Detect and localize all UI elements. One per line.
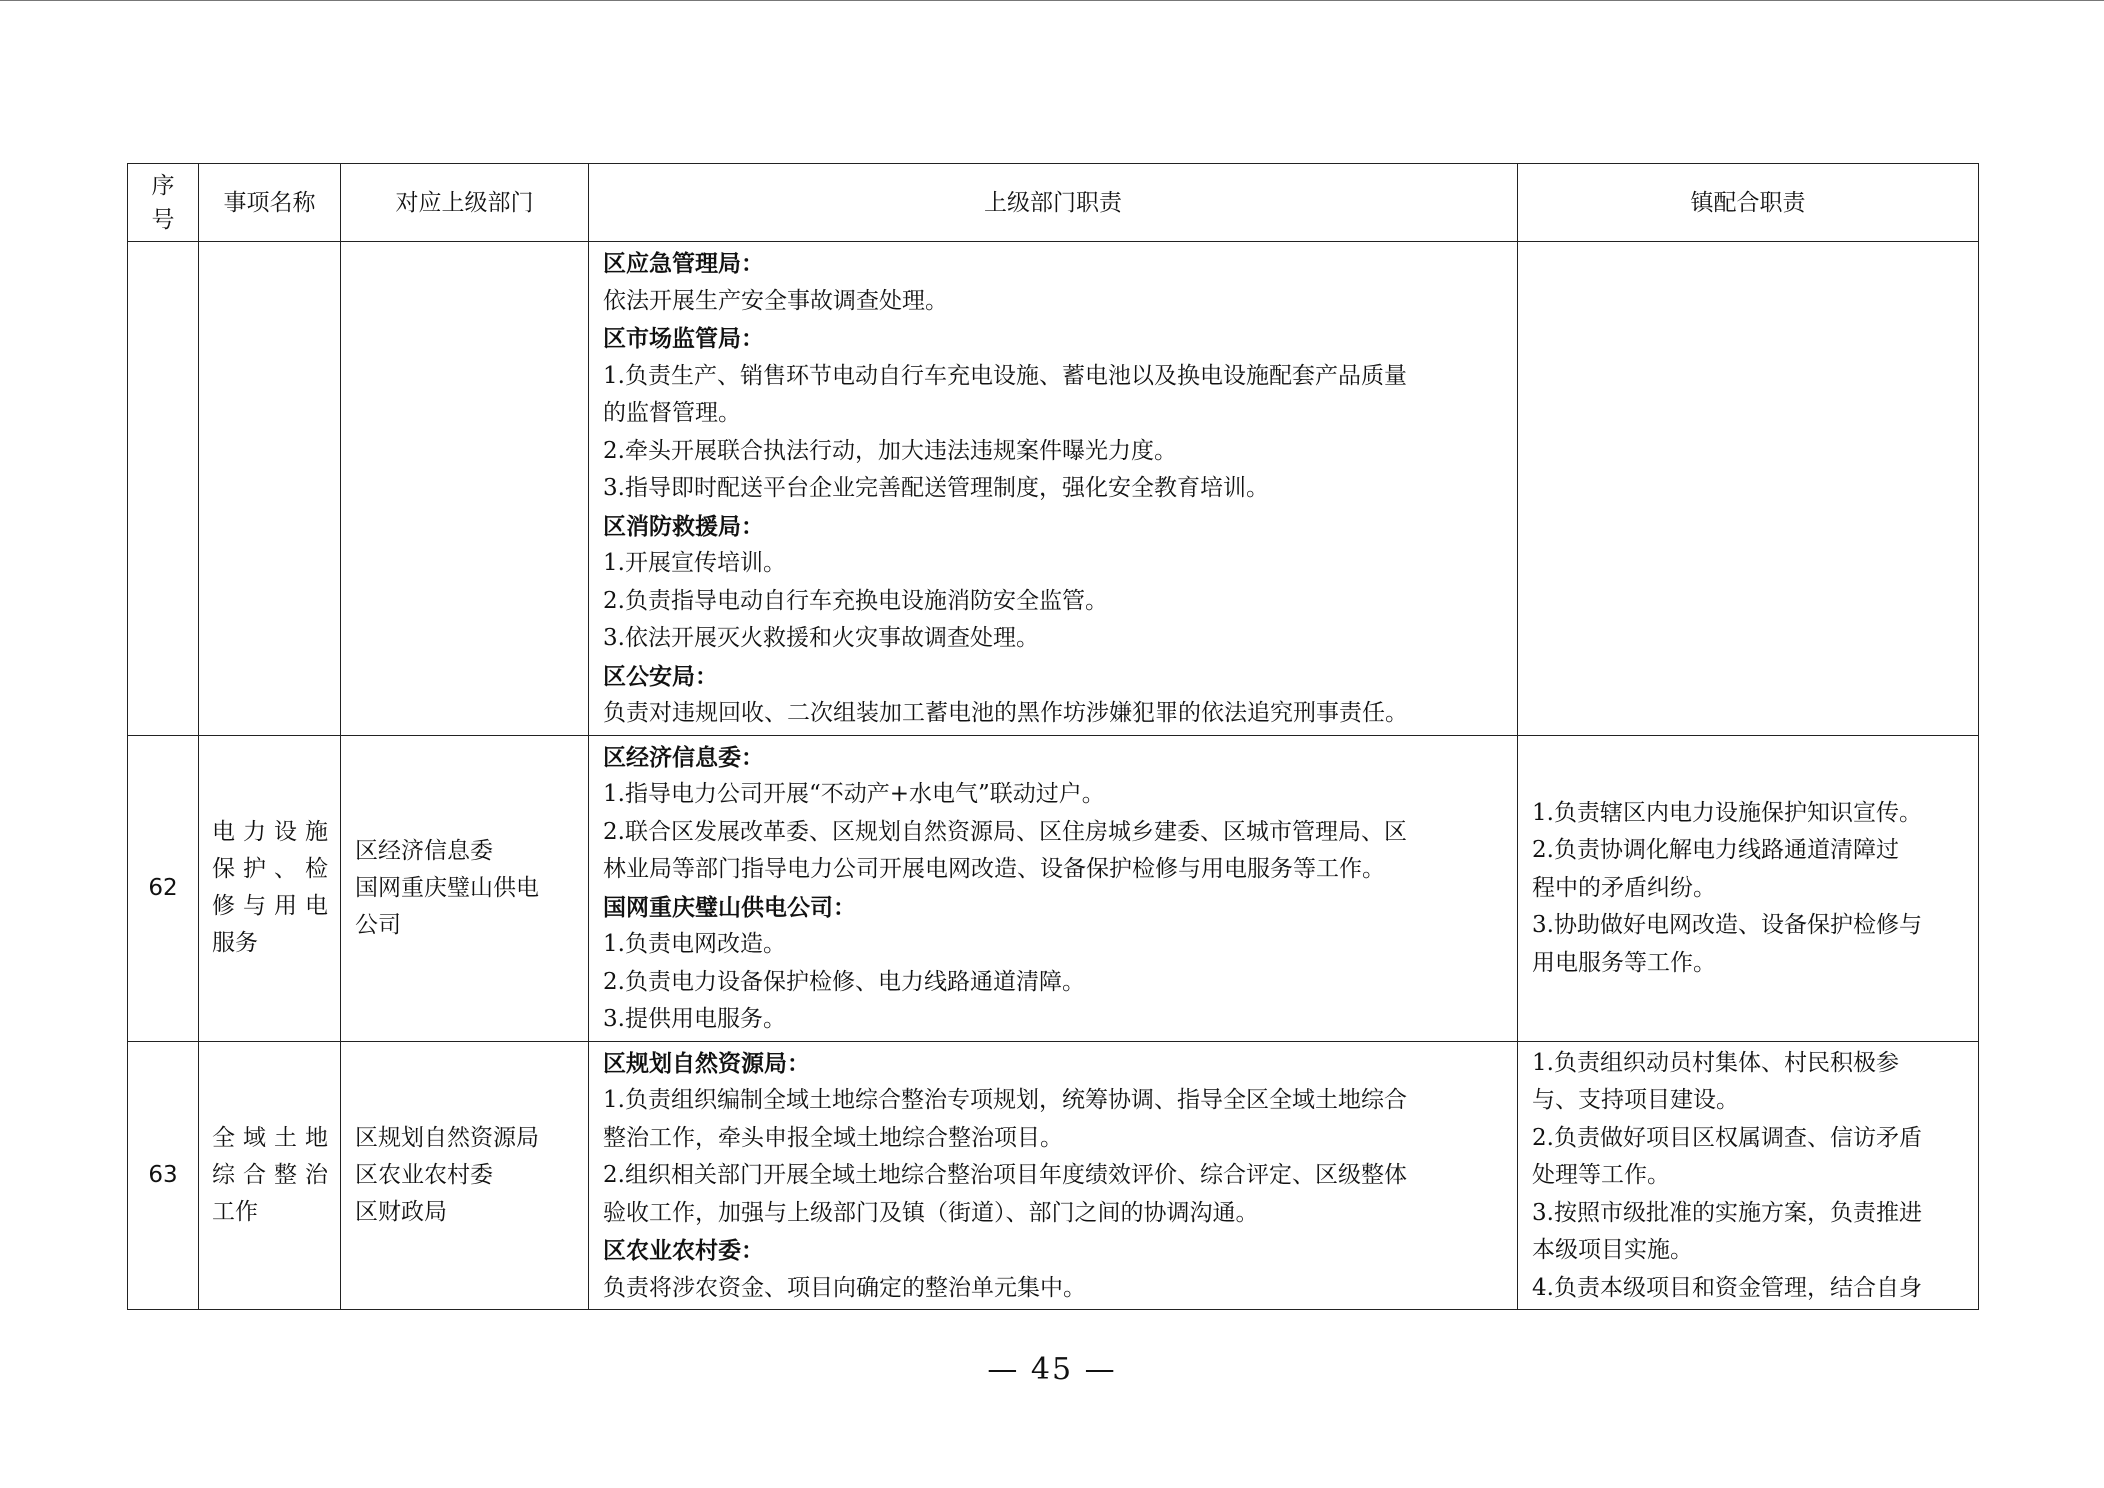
row62-town-line: 用电服务等工作。	[1532, 949, 1716, 976]
continued-dept-heading: 区公安局：	[603, 662, 718, 690]
row63-name-cell	[199, 1041, 341, 1310]
continued-duty-line: 1.开展宣传培训。	[603, 550, 786, 576]
row63-name-line: 综合整治	[212, 1161, 328, 1188]
row63-town-line: 1.负责组织动员村集体、村民积极参	[1532, 1049, 1899, 1076]
continued-dept-heading: 区消防救援局：	[603, 512, 764, 540]
row63-dept-line: 区规划自然资源局	[355, 1124, 539, 1151]
header-name: 事项名称	[199, 164, 341, 242]
row62-duty-line: 3.提供用电服务。	[603, 1006, 786, 1032]
row62-town-line: 2.负责协调化解电力线路通道清障过	[1532, 837, 1899, 864]
table-row-63	[128, 1041, 1979, 1310]
row62-dept-heading: 国网重庆璧山供电公司：	[603, 893, 856, 921]
continued-dept-cell	[341, 242, 589, 736]
row63-town-line: 3.按照市级批准的实施方案，负责推进	[1532, 1199, 1922, 1226]
row62-town-line: 3.协助做好电网改造、设备保护检修与	[1532, 912, 1922, 939]
row62-town-cell	[1518, 735, 1979, 1041]
row63-town-line: 本级项目实施。	[1532, 1237, 1693, 1263]
row63-town-line: 与、支持项目建设。	[1532, 1087, 1739, 1113]
row62-town-line: 程中的矛盾纠纷。	[1532, 874, 1716, 901]
row62-name-line: 服务	[212, 930, 258, 956]
row62-duty-cell	[589, 735, 1518, 1041]
row63-town-line: 4.负责本级项目和资金管理，结合自身	[1532, 1274, 1922, 1301]
row63-town-cell	[1518, 1041, 1979, 1310]
continued-seq-cell	[128, 242, 199, 736]
row63-dept-line: 区农业农村委	[355, 1161, 493, 1188]
header-seq-text: 序号	[151, 172, 175, 233]
row63-duty-line: 整治工作，牵头申报全域土地综合整治项目。	[603, 1124, 1063, 1151]
continued-name-cell	[199, 242, 341, 736]
continued-duty-line: 1.负责生产、销售环节电动自行车充电设施、蓄电池以及换电设施配套产品质量	[603, 362, 1407, 389]
continued-dept-heading: 区应急管理局：	[603, 250, 764, 277]
header-dept: 对应上级部门	[341, 164, 589, 242]
row63-duty-cell	[589, 1041, 1518, 1310]
row62-name-line: 修与用电	[212, 893, 328, 919]
row63-dept-line: 区财政局	[355, 1198, 447, 1225]
row62-duty-line: 林业局等部门指导电力公司开展电网改造、设备保护检修与用电服务等工作。	[603, 856, 1385, 882]
row63-seq: 63	[128, 1041, 199, 1310]
row62-seq: 62	[128, 735, 199, 1041]
row63-duty-line: 1.负责组织编制全域土地综合整治专项规划，统筹协调、指导全区全域土地综合	[603, 1087, 1407, 1113]
row63-town-line: 处理等工作。	[1532, 1162, 1670, 1188]
row63-duty-line: 2.组织相关部门开展全域土地综合整治项目年度绩效评价、综合评定、区级整体	[603, 1162, 1407, 1188]
page-top-rule	[0, 0, 2104, 1]
continued-duty-line: 2.牵头开展联合执法行动，加大违法违规案件曝光力度。	[603, 437, 1177, 464]
duty-table	[127, 163, 1979, 1310]
continued-town-cell	[1518, 242, 1979, 736]
row63-name-line: 工作	[212, 1198, 258, 1225]
row62-name-line: 保护、检	[212, 856, 328, 882]
continued-duty-line: 负责对违规回收、二次组装加工蓄电池的黑作坊涉嫌犯罪的依法追究刑事责任。	[603, 700, 1408, 726]
header-duty: 上级部门职责	[589, 164, 1518, 242]
table-row-62	[128, 735, 1979, 1041]
continued-duty-line: 3.指导即时配送平台企业完善配送管理制度，强化安全教育培训。	[603, 475, 1269, 501]
row62-dept-line: 国网重庆璧山供电	[355, 874, 539, 901]
header-seq	[128, 164, 199, 242]
continued-dept-heading: 区市场监管局：	[603, 325, 764, 352]
row63-duty-line: 验收工作，加强与上级部门及镇（街道）、部门之间的协调沟通。	[603, 1199, 1259, 1226]
row63-town-line: 2.负责做好项目区权属调查、信访矛盾	[1532, 1124, 1922, 1151]
row62-dept-line: 区经济信息委	[355, 837, 493, 864]
row63-dept-heading: 区农业农村委：	[603, 1237, 764, 1264]
table-row-continued	[128, 242, 1979, 736]
row62-town-line: 1.负责辖区内电力设施保护知识宣传。	[1532, 799, 1922, 826]
row62-duty-line: 1.指导电力公司开展“不动产+水电气”联动过户。	[603, 781, 1105, 807]
row62-name-cell	[199, 735, 341, 1041]
row62-dept-cell	[341, 735, 589, 1041]
page-number: — 45 —	[987, 1352, 1117, 1387]
row63-duty-line: 负责将涉农资金、项目向确定的整治单元集中。	[603, 1274, 1086, 1301]
row62-name-line: 电力设施	[212, 819, 328, 845]
header-row	[128, 164, 1979, 242]
continued-duty-cell	[589, 242, 1518, 736]
row63-name-line: 全域土地	[212, 1124, 328, 1151]
header-town: 镇配合职责	[1518, 164, 1979, 242]
continued-duty-line: 依法开展生产安全事故调查处理。	[603, 287, 948, 314]
continued-duty-line: 的监督管理。	[603, 400, 741, 426]
row63-dept-heading: 区规划自然资源局：	[603, 1049, 810, 1077]
row62-duty-line: 2.联合区发展改革委、区规划自然资源局、区住房城乡建委、区城市管理局、区	[603, 818, 1407, 845]
continued-duty-line: 3.依法开展灭火救援和火灾事故调查处理。	[603, 625, 1039, 651]
continued-duty-line: 2.负责指导电动自行车充换电设施消防安全监管。	[603, 587, 1108, 614]
row62-dept-line: 公司	[355, 911, 401, 938]
row62-dept-heading: 区经济信息委：	[603, 743, 764, 771]
row63-dept-cell	[341, 1041, 589, 1310]
row62-duty-line: 1.负责电网改造。	[603, 931, 786, 957]
row62-duty-line: 2.负责电力设备保护检修、电力线路通道清障。	[603, 968, 1085, 995]
